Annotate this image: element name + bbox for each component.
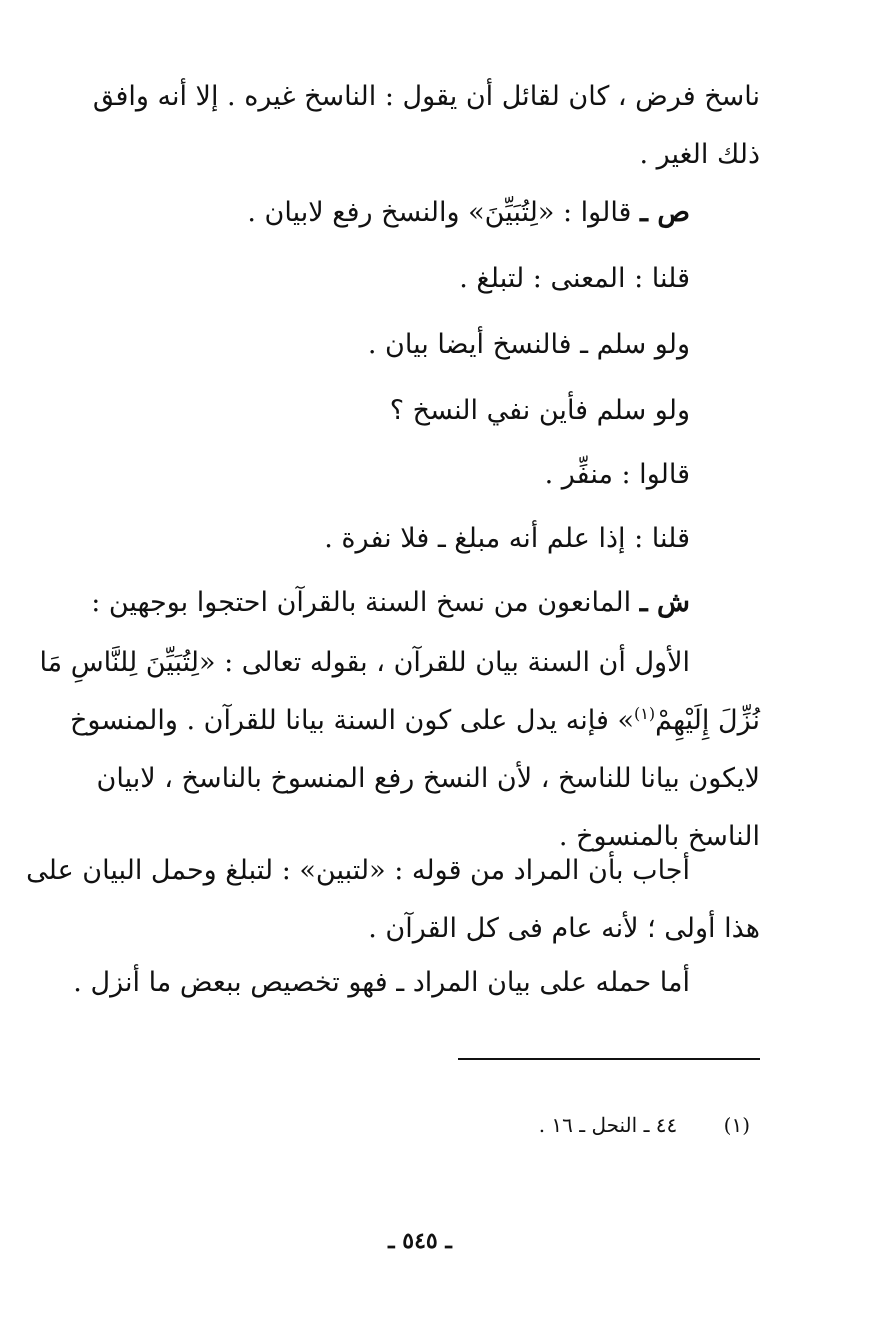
section-tag-sad: ص ـ bbox=[640, 197, 690, 228]
text-line: ناسخ فرض ، كان لقائل أن يقول : الناسخ غيره . إلا أنه وافق bbox=[92, 81, 760, 112]
paragraph-objection-2: قالوا : منفِّر . bbox=[544, 459, 690, 490]
footnote-text: ٤٤ ـ النحل ـ ١٦ . bbox=[538, 1113, 678, 1137]
paragraph-concession: ولو سلم ـ فالنسخ أيضا بيان . bbox=[367, 329, 690, 360]
commentary-text: المانعون من نسخ السنة بالقرآن احتجوا بوجهين : bbox=[91, 587, 632, 618]
paragraph-closing: أما حمله على بيان المراد ـ فهو تخصيص ببعض ما أنزل . bbox=[73, 967, 690, 998]
paragraph-reply-2: قلنا : إذا علم أنه مبلغ ـ فلا نفرة . bbox=[324, 523, 690, 554]
footnote-reference: (١) bbox=[634, 704, 656, 723]
section-tag-shin: ش ـ bbox=[639, 587, 690, 618]
footnote-divider bbox=[458, 1058, 760, 1060]
paragraph-objection bbox=[90, 184, 690, 242]
paragraph-reply: قلنا : المعنى : لتبلغ . bbox=[459, 263, 690, 294]
paragraph-answer: أجاب بأن المراد من قوله : «لتبين» : لتبلغ وحمل البيان على هذا أولى ؛ لأنه عام فى كل القرآن . bbox=[26, 855, 760, 944]
objection-text: قالوا : «لِتُبَيِّنَ» والنسخ رفع لابيان . bbox=[247, 197, 632, 228]
footnote bbox=[539, 1110, 750, 1140]
footnote-number: (١) bbox=[723, 1113, 750, 1137]
text-line: ذلك الغير . bbox=[639, 139, 760, 170]
paragraph-continuation bbox=[90, 68, 760, 184]
paragraph-first-argument: الأول أن السنة بيان للقرآن ، بقوله تعالى : «لِتُبَيِّنَ لِلنَّاسِ مَا نُزِّلَ إِلَيْهِمْ$^{(١)}$» فإنه يدل على كون السنة بيانا للقرآن . والمنسوخ لايكون بيانا للناسخ ، لأن النسخ رفع المنسوخ بالناسخ ، لابيان الناسخ بالمنسوخ . bbox=[39, 647, 760, 852]
paragraph-concession-2: ولو سلم فأين نفي النسخ ؟ bbox=[389, 395, 690, 426]
page-number: ـ ٥٤٥ ـ bbox=[388, 1228, 452, 1254]
paragraph-commentary bbox=[90, 574, 690, 632]
